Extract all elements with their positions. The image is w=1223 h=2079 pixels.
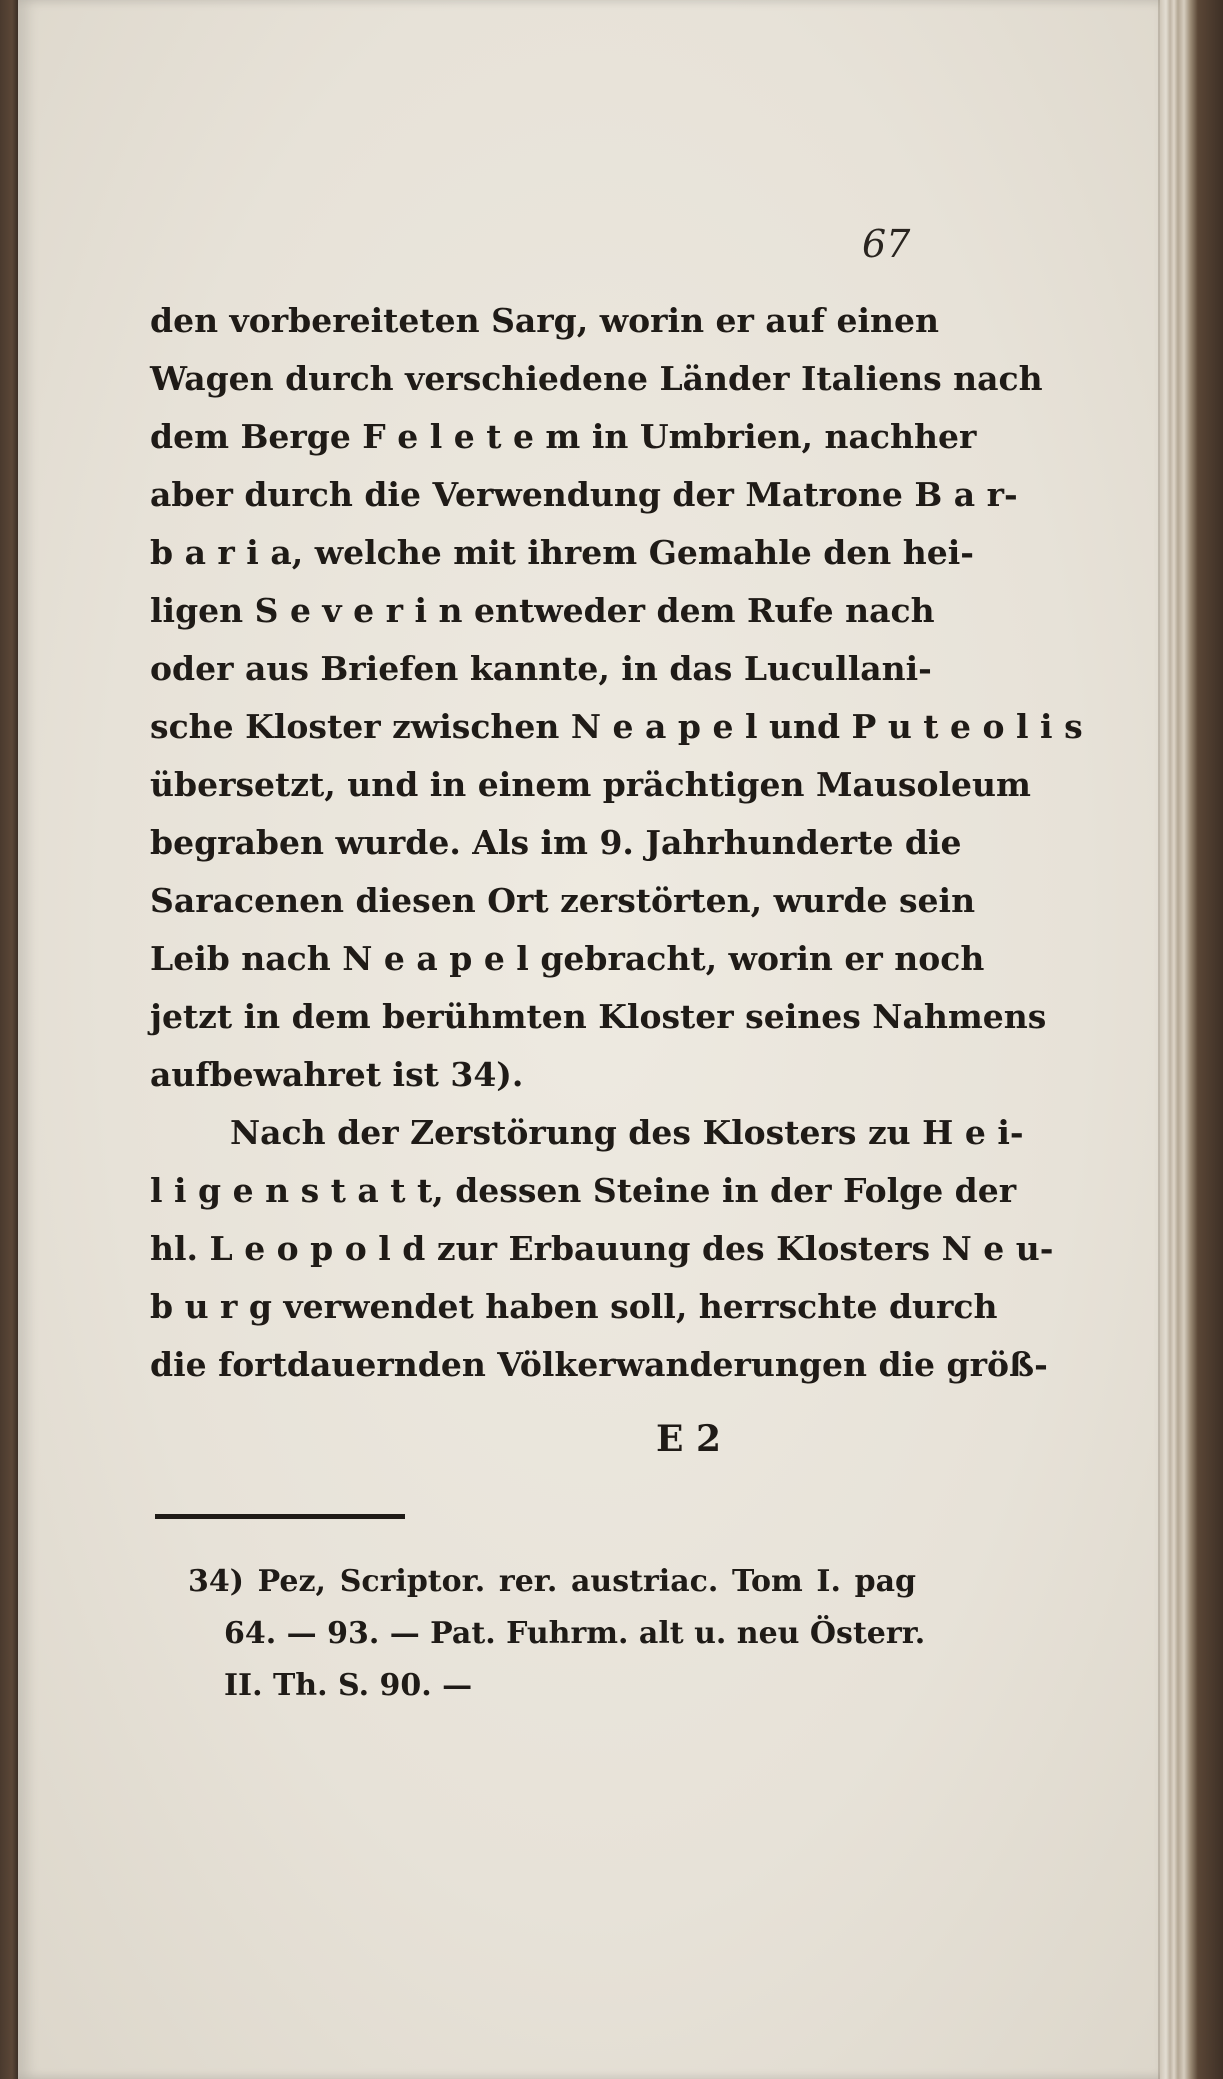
text-line: b u r g verwendet haben soll, herrschte durch: [150, 1287, 998, 1326]
page-number: 67: [862, 222, 911, 266]
text-line-paragraph-end: aufbewahret ist 34).: [150, 1055, 524, 1094]
text-line: den vorbereiteten Sarg, worin er auf einen: [150, 301, 939, 340]
footnote-rule: [155, 1514, 405, 1519]
text-line: dem Berge F e l e t e m in Umbrien, nachher: [150, 417, 977, 456]
text-line: aber durch die Verwendung der Matrone B a r-: [150, 475, 1018, 514]
body-text: [150, 292, 1083, 1394]
text-line: Leib nach N e a p e l gebracht, worin er noch: [150, 939, 985, 978]
text-line: begraben wurde. Als im 9. Jahrhunderte die: [150, 823, 962, 862]
page-stack-edges: [1160, 0, 1223, 2079]
text-line: Saracenen diesen Ort zerstörten, wurde sein: [150, 881, 976, 920]
printer-signature-mark: E 2: [656, 1418, 722, 1460]
text-line: Wagen durch verschiedene Länder Italiens nach: [150, 359, 1043, 398]
footnote-line: 64. — 93. — Pat. Fuhrm. alt u. neu Österr.: [224, 1616, 926, 1651]
text-line: b a r i a, welche mit ihrem Gemahle den hei-: [150, 533, 974, 572]
text-line-paragraph-start: Nach der Zerstörung des Klosters zu H e i-: [230, 1113, 1024, 1152]
footnote-line: II. Th. S. 90. —: [224, 1668, 473, 1703]
footnote: [188, 1556, 926, 1712]
text-line: übersetzt, und in einem prächtigen Mausoleum: [150, 765, 1031, 804]
text-line: sche Kloster zwischen N e a p e l und P u t e o l i s: [150, 707, 1083, 746]
text-line: jetzt in dem berühmten Kloster seines Nahmens: [150, 997, 1047, 1036]
footnote-line: 34) Pez, Scriptor. rer. austriac. Tom I. pag: [188, 1564, 916, 1599]
text-line: ligen S e v e r i n entweder dem Rufe nach: [150, 591, 935, 630]
text-line: die fortdauernden Völkerwanderungen die größ-: [150, 1345, 1048, 1384]
text-line: l i g e n s t a t t, dessen Steine in der Folge der: [150, 1171, 1017, 1210]
text-line: oder aus Briefen kannte, in das Lucullani-: [150, 649, 932, 688]
text-line: hl. L e o p o l d zur Erbauung des Klosters N e u-: [150, 1229, 1054, 1268]
